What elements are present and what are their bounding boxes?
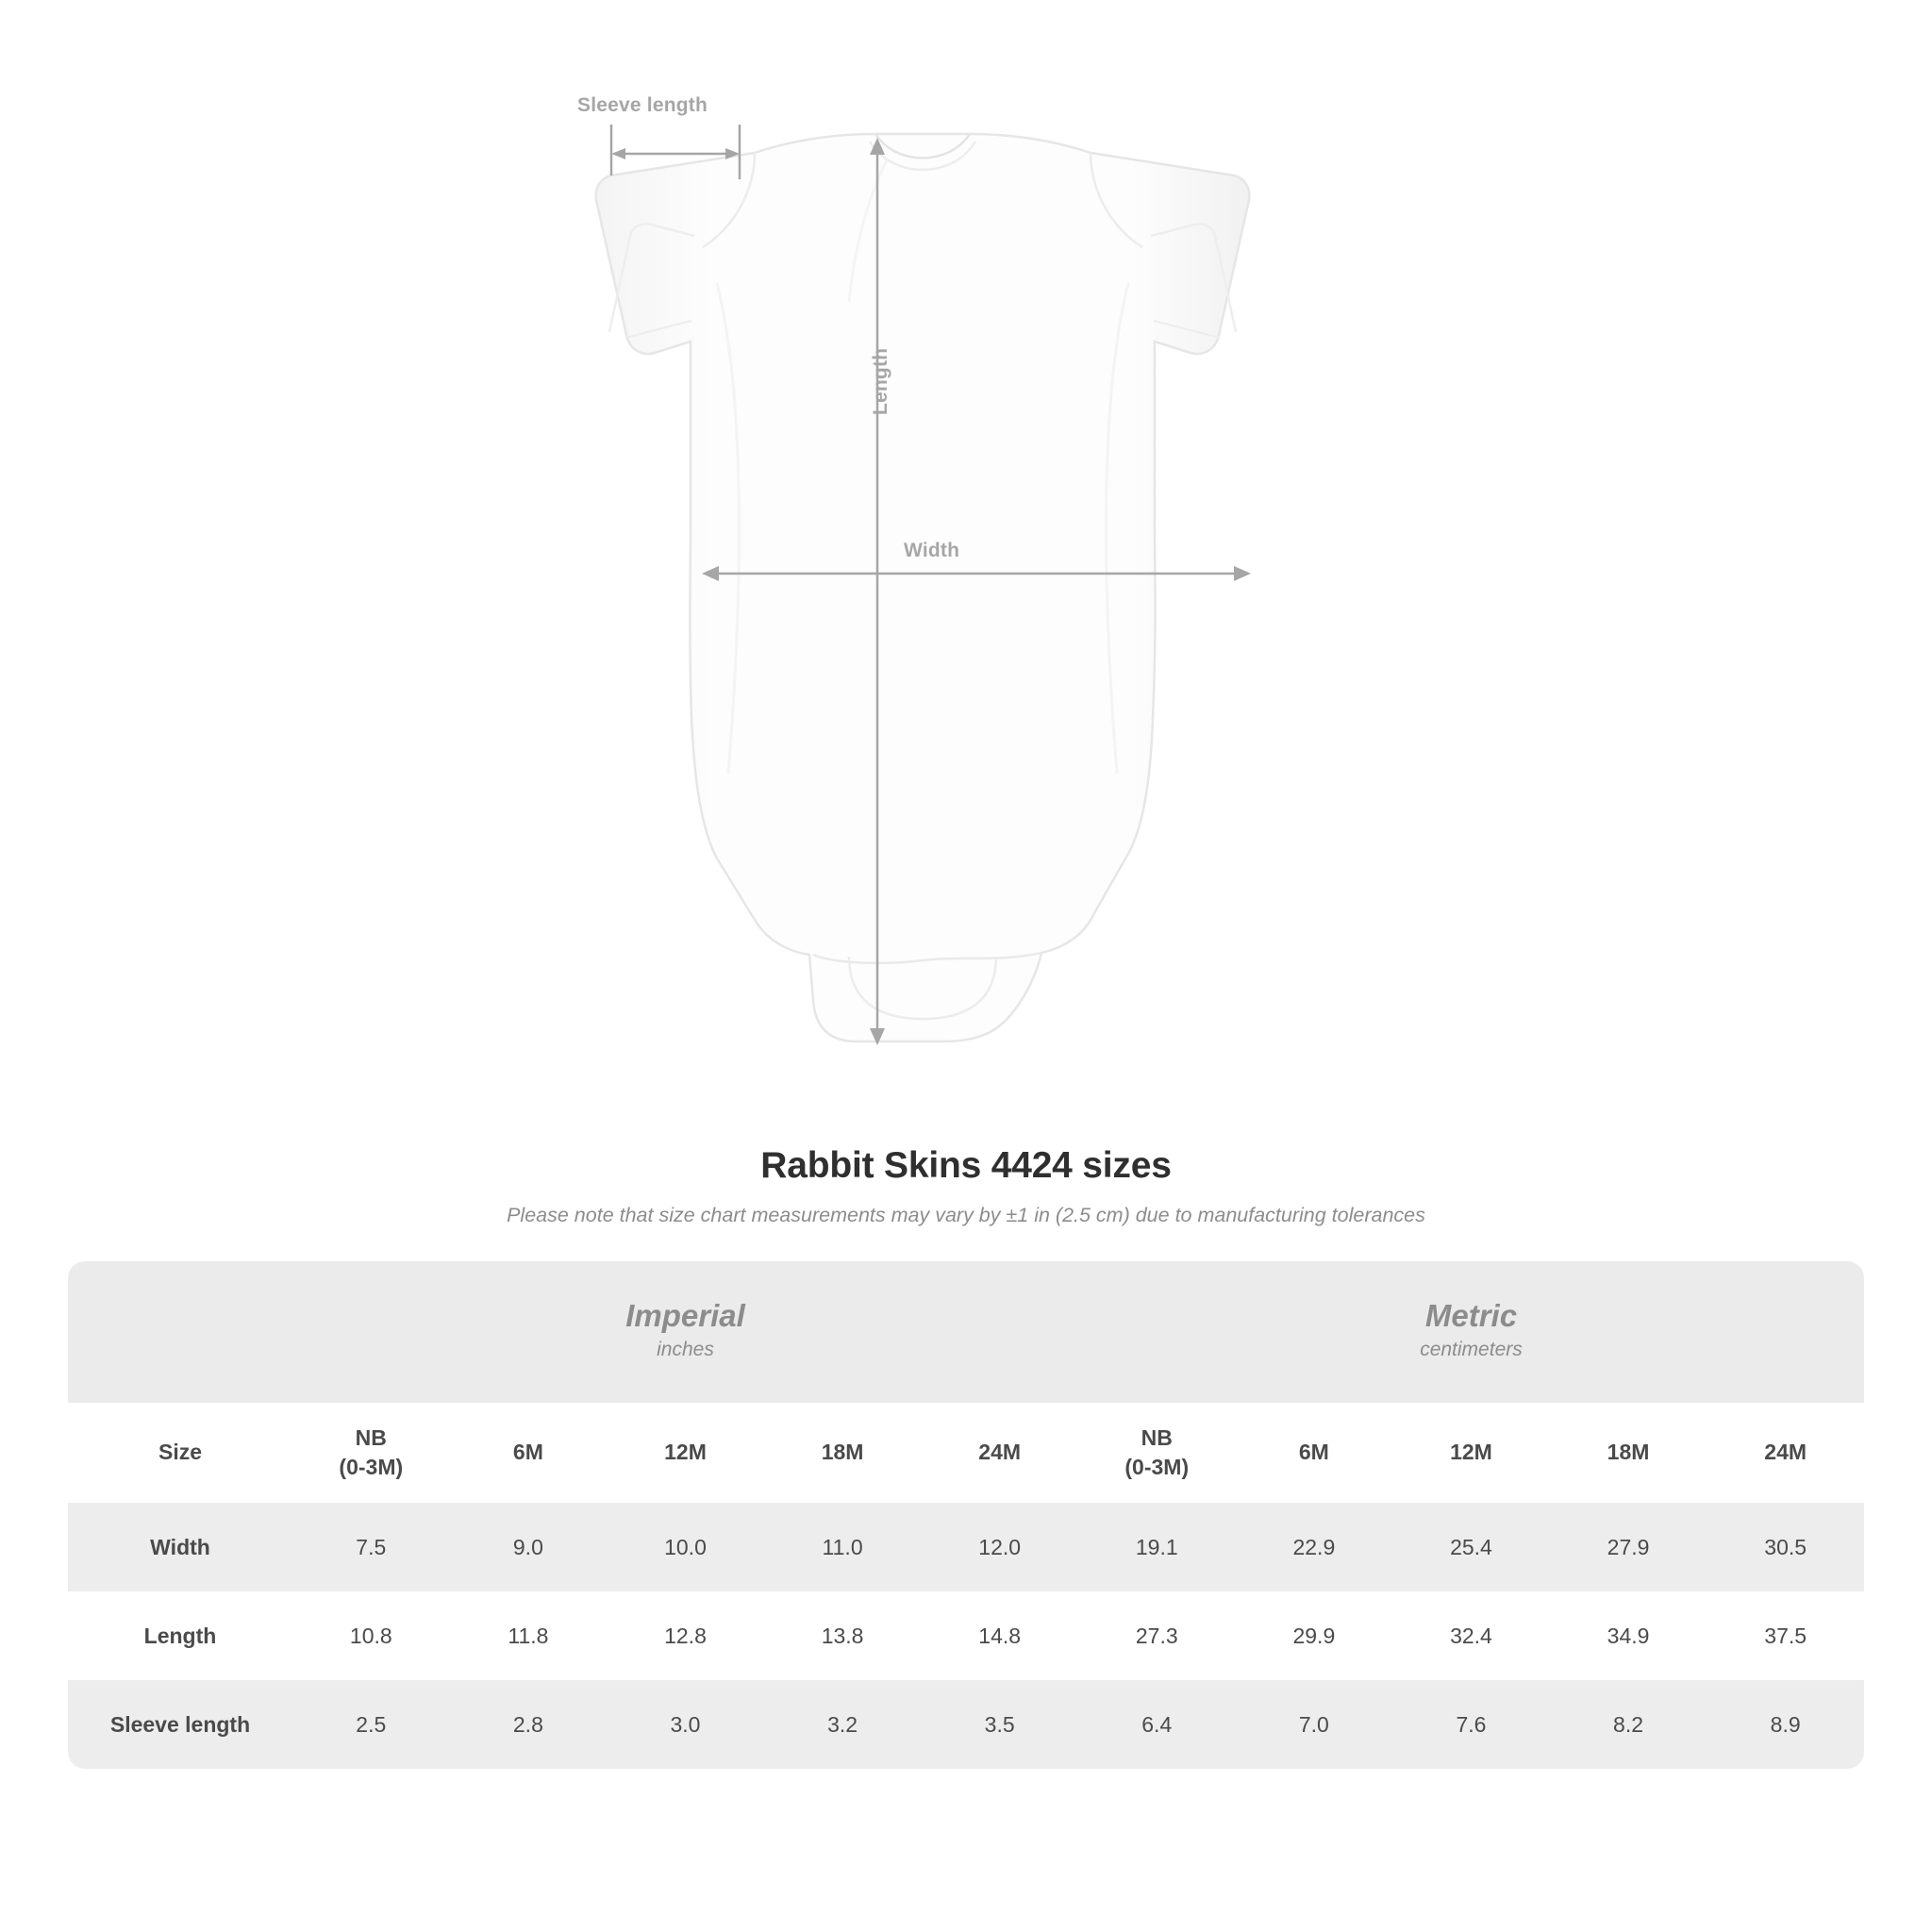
- table-cell: 27.9: [1550, 1503, 1707, 1591]
- page-title: Rabbit Skins 4424 sizes: [760, 1145, 1172, 1186]
- table-cell: 7.5: [292, 1503, 450, 1591]
- unit-imperial-name: Imperial: [625, 1298, 745, 1334]
- size-col-main: 24M: [978, 1440, 1022, 1465]
- table-row: [68, 1680, 1864, 1769]
- size-col-sub: (0-3M): [339, 1455, 404, 1479]
- size-col-main: 24M: [1764, 1440, 1807, 1465]
- size-col-main: 6M: [512, 1440, 543, 1465]
- table-cell: 8.9: [1707, 1680, 1864, 1769]
- table-cell: 32.4: [1392, 1591, 1550, 1680]
- size-column-header: [292, 1403, 450, 1503]
- size-table: [68, 1261, 1864, 1769]
- table-cell: 13.8: [764, 1591, 922, 1680]
- size-col-main: NB: [1141, 1424, 1173, 1450]
- table-cell: 14.8: [921, 1591, 1078, 1680]
- size-col-main: 12M: [664, 1440, 707, 1465]
- sleeve-length-label: Sleeve length: [577, 94, 708, 116]
- unit-metric-name: Metric: [1424, 1298, 1518, 1334]
- unit-imperial-sub: inches: [657, 1339, 714, 1361]
- table-cell: 7.6: [1392, 1680, 1550, 1769]
- table-cell: 3.2: [764, 1680, 922, 1769]
- size-column-header: [1236, 1403, 1393, 1503]
- unit-header-metric: [1078, 1261, 1864, 1403]
- table-cell: 37.5: [1707, 1591, 1864, 1680]
- size-column-header: [450, 1403, 608, 1503]
- table-cell: 7.0: [1236, 1680, 1393, 1769]
- table-cell: 29.9: [1236, 1591, 1393, 1680]
- row-label: Length: [68, 1591, 292, 1680]
- table-cell: 19.1: [1078, 1503, 1236, 1591]
- width-label: Width: [904, 540, 960, 561]
- table-cell: 9.0: [450, 1503, 608, 1591]
- table-cell: 8.2: [1550, 1680, 1707, 1769]
- size-column-header: [921, 1403, 1078, 1503]
- table-cell: 11.0: [764, 1503, 922, 1591]
- table-cell: 22.9: [1236, 1503, 1393, 1591]
- table-cell: 2.8: [450, 1680, 608, 1769]
- table-cell: 11.8: [450, 1591, 608, 1680]
- size-header-label: Size: [68, 1403, 292, 1503]
- table-cell: 34.9: [1550, 1591, 1707, 1680]
- table-cell: 10.0: [607, 1503, 764, 1591]
- tolerance-note: Please note that size chart measurements may vary by ±1 in (2.5 cm) due to manufacturing tolerances: [507, 1204, 1425, 1226]
- table-cell: 3.0: [607, 1680, 764, 1769]
- table-cell: 2.5: [292, 1680, 450, 1769]
- size-header-row: [68, 1403, 1864, 1503]
- table-row: [68, 1503, 1864, 1591]
- size-col-main: 18M: [1607, 1440, 1650, 1465]
- table-cell: 6.4: [1078, 1680, 1236, 1769]
- unit-header-imperial: [292, 1261, 1078, 1403]
- size-col-main: NB: [355, 1424, 387, 1450]
- row-label: Sleeve length: [68, 1680, 292, 1769]
- length-label: Length: [870, 347, 891, 415]
- table-cell: 3.5: [921, 1680, 1078, 1769]
- size-column-header: [1707, 1403, 1864, 1503]
- size-table-container: [68, 1261, 1864, 1769]
- unit-metric-sub: centimeters: [1420, 1339, 1523, 1361]
- table-row: [68, 1591, 1864, 1680]
- table-cell: 12.0: [921, 1503, 1078, 1591]
- unit-header-row: [68, 1261, 1864, 1403]
- size-col-main: 6M: [1298, 1440, 1329, 1465]
- row-label: Width: [68, 1503, 292, 1591]
- size-column-header: [1550, 1403, 1707, 1503]
- unit-header-spacer: [68, 1261, 292, 1403]
- title-block: [0, 1145, 1932, 1227]
- size-col-main: 12M: [1450, 1440, 1492, 1465]
- table-cell: 12.8: [607, 1591, 764, 1680]
- size-column-header: [1078, 1403, 1236, 1503]
- size-column-header: [764, 1403, 922, 1503]
- table-cell: 25.4: [1392, 1503, 1550, 1591]
- size-column-header: [607, 1403, 764, 1503]
- size-col-main: 18M: [821, 1440, 864, 1465]
- table-cell: 10.8: [292, 1591, 450, 1680]
- table-cell: 30.5: [1707, 1503, 1864, 1591]
- size-column-header: [1392, 1403, 1550, 1503]
- table-cell: 27.3: [1078, 1591, 1236, 1680]
- size-col-sub: (0-3M): [1124, 1455, 1190, 1479]
